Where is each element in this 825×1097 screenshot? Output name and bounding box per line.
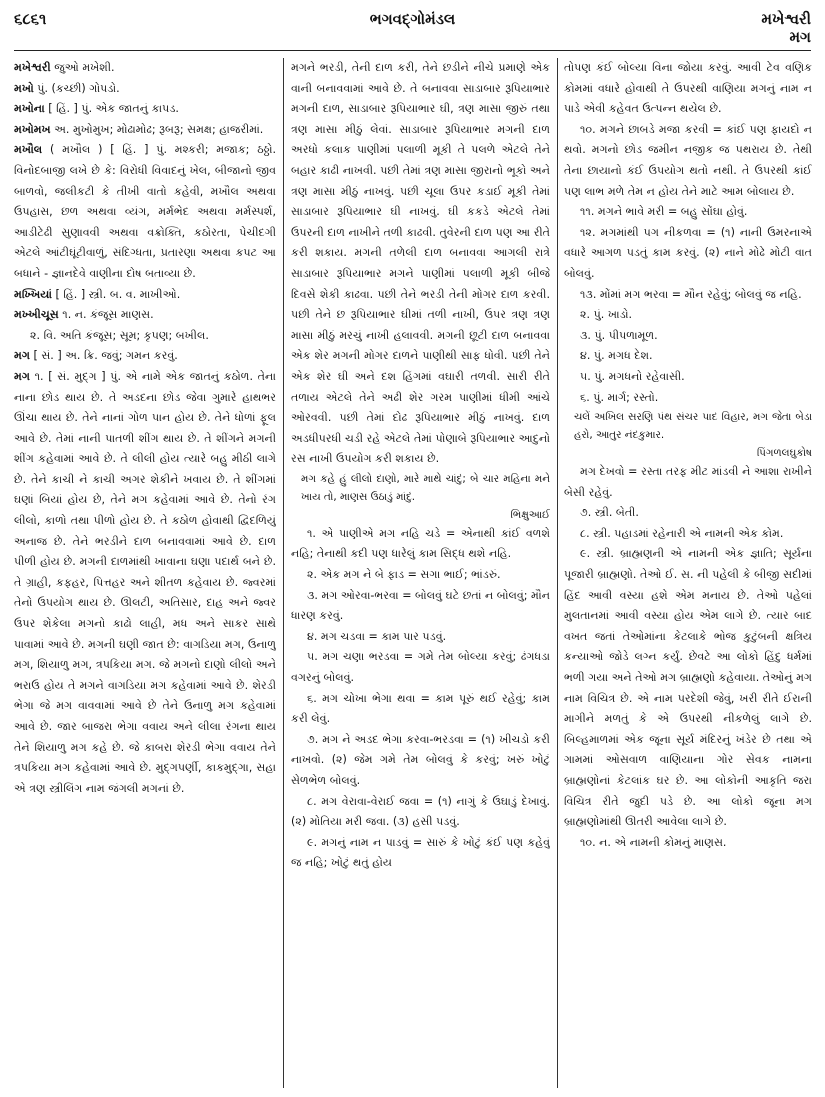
definition-text: ૧૧. મગને ભાવે મરી = બહુ સોંઘા હોવું. [580,205,748,219]
definition-text: ૮. મગ વેરાવા-વેરાઈ જવા = (૧) નાગું કે ઉઘાડું દેખાવું. (૨) મોતિયા મરી જવા. (૩) હસી પડવું. [291,794,550,829]
guide-word-last: મગ [789,28,811,46]
definition-text: ૭. મગ ને અડદ ભેગા કરવા-ભરડવા = (૧) ખીચડો કરી નાખવો. (૨) જેમ ગમે તેમ બોલવું કે કરવું; ખરું ખોટું સેળભેળ બોલવું. [291,732,550,787]
headword: મગ [14,349,30,363]
definition-text: ૯. સ્ત્રી. બ્રાહ્મણની એ નામની એક જ્ઞાતિ; સૂર્યના પૂજારી બ્રાહ્મણો. તેઓ ઈ. સ. ની પહેલી કે બીજી સદીમાં હિંદ આવી વસ્યા હશે એમ મનાય છે. તેઓ પહેલાં મુલતાનમાં આવી વસ્યા હોય એમ લાગે છે. ત્યાર બાદ વખત જતાં તેઓમાંના કેટલાકે ભોજ કુટુંબની ક્ષત્રિય કન્યાઓ જોડે લગ્ન કર્યું. છેવટે આ લોકો હિંદુ ધર્મમાં ભળી ગયા અને તેઓ મગ બ્રાહ્મણો કહેવાયા. તેઓનું મગ નામ વિચિત્ર છે. એ નામ પરદેશી જેવું, ખરી રીતે ઈરાની માગીને મળતું કે એ ઉપરથી નીકળેલું લાગે છે. બિલ્હમાળમાં એક જૂના સૂર્ય મંદિરનું ખંડેર છે તથા એ ગામમાં ઓસવાળ વાણિયાના ગોર સેવક નામના બ્રાહ્મણોનાં કેટલાંક ઘર છે. આ લોકોની આકૃતિ જરા વિચિત્ર રીતે જુદી પડે છે. આ લોકો જૂના મગ બ્રાહ્મણોમાંથી ઊતરી આવેલા લાગે છે. [564,547,812,829]
entry-sense [564,58,812,120]
dictionary-entry [14,99,276,120]
column-divider [557,58,558,1088]
page-number: ૬૮૬૧ [14,10,47,28]
entry-sense [291,833,550,874]
entry-sense [291,58,550,470]
definition-text: પું. (કચ્છી) ગોપડો. [33,81,120,95]
entry-sense [291,586,550,627]
headword: મખોના [14,102,45,116]
definition-text: મગ દેખવો = રસ્તા તરફ મીટ માંડવી ને આશા રાખીને બેસી રહેવું. [564,465,812,499]
definition-text: ૮. સ્ત્રી. પહાડમાં રહેનારી એ નામની એક કોમ. [580,526,784,540]
definition-text: અ. મુખોમુખ; મોઢામોઢ; રૂબરૂ; સમક્ષ; હાજરીમાં. [50,122,264,136]
entry-sense [564,223,812,285]
entry-sense [564,305,812,326]
dictionary-entry [14,120,276,141]
headword: મગ [14,369,30,383]
entry-sense [564,202,812,223]
entry-sense [291,627,550,648]
entry-sense [564,503,812,524]
dictionary-entry [14,285,276,306]
entry-sense [291,730,550,792]
definition-text: ૩. મગ ઓરવા-ભરવા = બોલવું ઘટે છતાં ન બોલવું; મૌન ધારણ કરવું. [291,588,550,623]
column-1 [14,58,276,1088]
definition-text: [ હિં. ] પું. એક જાતનું કાપડ. [44,102,179,116]
page-header [14,8,811,48]
dictionary-entry [14,58,276,79]
entry-sense [564,544,812,832]
definition-text: ૨. એક મગ ને બે ફાડ = સગા ભાઈ; ભાંડરું. [307,568,501,582]
quotation-source: ભિક્ષુઆઈ [510,508,550,521]
definition-text: ૧૩. મોંમાં મગ ભરવા = મૌન રહેવું; બોલવું જ નહિ. [580,287,802,301]
book-title: ભગવદ્ગોમંડલ [369,10,456,28]
headword: મખેશ્વરી [14,61,51,74]
entry-sense [564,833,812,854]
definition-text: ૧. [ સં. મુદ્ગ ] પું. એ નામે એક જાતનું કઠોળ. તેના નાના છોડ થાય છે. તે અડદના છોડ જેવા ગુમારે હાથભર ઊંચા થાય છે. તેને નાનાં ગોળ પાન હોય છે. તેને ધોળાં ફૂલ આવે છે. તેમાં નાની પાતળી શીંગ થાય છે. તે શીંગને મગની શીંગ કહેવામાં આવે છે. તે લીલી હોય ત્યારે બહુ મીઠી લાગે છે. તેને કાચી ને કાચી અગર શેકીને ખવાય છે. તે શીંગમાં ઘણાં બિયાં હોય છે, તેને મગ કહેવામાં આવે છે. તેનો રંગ લીલો, કાળો તથા પીળો હોય છે. તે કઠોળ હોવાથી દ્વિદળિયું અનાજ છે. તેને ભરડીને દાળ બનાવવામાં આવે છે. દાળ પીળી હોય છે. મગની દાળમાંથી ખાવાના ઘણા પદાર્થ બને છે. તે ગ્રાહી, કફહર, પિત્તહર અને શીતળ કહેવાય છે. જ્વરમાં તેનો ઉપયોગ થાય છે. ઊલટી, અતિસાર, દાહ અને જ્વર ઉપર શેકેલા મગનો કાઢો લાહી, મધ અને સાકર સાથે પાવામાં આવે છે. મગની ઘણી જાત છે: વાગડિયા મગ, ઉનાળુ મગ, શિયાળુ મગ, ત્રપકિયા મગ. જે મગનો દાણો લીલો અને ભરાઉ હોય તે મગને વાગડિયા મગ કહેવામાં આવે છે. શેરડી ભેગા જે મગ વાવવામાં આવે છે તેને ઉનાળુ મગ કહેવામાં આવે છે. જાર બાજરા ભેગા વવાય અને લીલા રંગના થાય તેને શિયાળુ મગ કહે છે. જે કાબરા શેરડી ભેગા વવાય તેને ત્રપકિયા મગ કહેવામાં આવે છે. મુદ્ગપર્ણી, કાકમુદ્ગા, સહા એ ત્રણ સ્ત્રીલિંગ નામ જંગલી મગનાં છે. [14,369,276,795]
entry-sense [291,647,550,688]
definition-text: ૪. મગ ચડવા = કામ પાર પડવું. [307,629,447,643]
definition-text: ૧૦. મગને છાબડે મજા કરવી = કાંઈ પણ ફાયદો ન થવો. મગનો છોડ જમીન નજીક જ પથરાય છે. તેથી તેના છાયાનો કંઈ ઉપયોગ થતો નથી. તે ઉપરથી કાંઈ પણ લાભ મળે તેમ ન હોય તેને માટે આમ બોલાય છે. [564,122,812,198]
entry-sense [291,792,550,833]
headword: મખ્ખીચૂસ [14,308,59,322]
dictionary-entry [14,79,276,100]
definition-text: ( મખૌલ ) [ હિં. ] પું. મશ્કરી; મજાક; ઠઠ્ઠો. વિનોદબાજી લખે છે કે: વિરોધી વિવાદનું ખેલ, બીજાનો જીવ બાળવો, જલીકટી કે તીખી વાતો કહેવી, મખૌલ અથવા ઉપહાસ, છળ અથવા વ્યંગ, મર્મભેદ અથવા મર્મસ્પર્શ, આડીટેઢી સુણાવવી અથવા વક્રોક્તિ, કઠોરતા, પેચીદગી એટલે આંટીઘૂંટીવાળું, સંદિગ્ધતા, પ્રતારણા અથવા કપટ આ બધાને - જ્ઞાનદેવે વાણીના દોષ બતાવ્યા છે. [14,143,276,280]
definition-text: મગને ભરડી, તેની દાળ કરી, તેને છડીને નીચે પ્રમાણે એક વાની બનાવવામાં આવે છે. તે બનાવવા સાડાબાર રૂપિયાભાર મગની દાળ, સાડાબાર રૂપિયાભાર ઘી, ત્રણ માસા જીરું તથા ત્રણ માસા મીઠું લેવાં. સાડાબાર રૂપિયાભાર મગની દાળ અરધો કલાક પાણીમાં પલાળી મૂકી તે પલળે એટલે તેને બહાર કાઢી નાખવી. પછી તેમાં ત્રણ માસા જીરાનો ભૂકો અને ત્રણ માસા મીઠું નાખવું. પછી ચૂલા ઉપર કડાઈ મૂકી તેમાં સાડાબાર રૂપિયાભાર ઘી નાખવું. ઘી કકડે એટલે તેમાં ઉપરની દાળ નાખીને તળી કાઢવી. તુવેરની દાળ પણ આ રીતે કરી શકાય. મગની તળેલી દાળ બનાવવા આગલી રાત્રે સાડાબાર રૂપિયાભાર મગને પાણીમાં પલાળી મૂકી બીજે દિવસે શેકી કાઢવા. પછી તેને ભરડી તેની મોગર દાળ કરવી. પછી તેને છ રૂપિયાભાર ઘીમાં તળી નાખી, ઉપર ત્રણ ત્રણ માસા મીઠું મરચું નાખી હલાવવી. મગની છૂટી દાળ બનાવવા એક શેર મગની મોગર દાળને પાણીથી સાફ ધોવી. પછી તેને એક શેર ઘી અને દશ હિંગમાં વઘારી તળવી. સારી રીતે તળાય એટલે તેને અઢી શેર ગરમ પાણીમાં ધીમી આંચે ઓરવવી. પછી તેમાં દોઢ રૂપિયાભાર મીઠું નાખવું. દાળ અડધીપરધી ચડી રહે એટલે તેમાં પોણાબે રૂપિયાભાર આદુનો રસ નાખી ઉપયોગ કરી શકાય છે. [291,61,550,466]
entry-sense [564,285,812,306]
entry-sense [291,524,550,565]
column-3 [564,58,812,1088]
guide-words [761,10,811,46]
definition-text: ૬. પું. માર્ગ; રસ્તો. [580,390,659,404]
quotation: ચલેં અખિલ સરણિ પંથ સંચર પાદ વિહાર, મગ જેતા બેડા હરો, આતુર નંદકુમાર. [574,411,812,442]
definition-text: ૫. મગ ચણા ભરડવા = ગમે તેમ બોલ્યા કરવું; ઢંગધડા વગરનું બોલવું. [291,650,550,685]
quotation-source: પિંગળલઘુકોષ [756,447,812,460]
entry-sense [564,388,812,409]
entry-sense [14,326,276,347]
headword: મખ્ખિયાં [14,287,52,301]
definition-text: ૭. સ્ત્રી. બેતી. [580,506,639,520]
dictionary-entry [14,346,276,367]
definition-text: [ સં. ] અ. ક્રિ. જવું; ગમન કરવું. [29,349,178,363]
definition-text: ૨. વિ. અતિ કંજૂસ; સૂમ; કૃપણ; બખીલ. [30,328,209,342]
column-2 [291,58,550,1088]
definition-text: ૪. પું. મગધ દેશ. [580,349,653,363]
dictionary-entry [14,305,276,326]
definition-text: ૫. પું. મગધનો રહેવાસી. [580,369,685,383]
definition-text: ૩. પું. પીપળામૂળ. [580,328,658,342]
definition-text: ૧. એ પાણીએ મગ નહિ ચડે = એનાથી કાંઈ વળશે નહિ; તેનાથી કદી પણ ધારેલું કામ સિદ્ધ થશે નહિ. [291,526,550,561]
entry-sense [564,462,812,503]
column-divider [283,58,284,1088]
entry-sense [564,367,812,388]
definition-text: ૯. મગનું નામ ન પાડવું = સારું કે ખોટું કંઈ પણ કહેવું જ નહિ; ખોટું થતું હોય [291,835,550,870]
entry-sense [564,326,812,347]
entry-sense [291,689,550,730]
header-rule [14,50,811,51]
definition-text: જુઓ મખેશી. [50,61,115,74]
headword: મખો [14,81,34,95]
quotation: મગ કહે હું લીલો દાણો, મારે માથે ચાંદું; બે ચાર મહિના મને ખાય તો, માણસ ઉઠાડું માંદું. [301,472,550,503]
definition-text: ૧. ન. કંજૂસ માણસ. [58,308,154,322]
entry-sense [291,565,550,586]
guide-word-first: મખેશ્વરી [761,10,811,28]
definition-text: ૬. મગ ચોખા ભેગા થવા = કામ પૂરું થઈ રહેવું; કામ કરી લેવું. [291,691,550,726]
headword: મખોમખ [14,122,51,136]
headword: મખૌલ [14,143,43,157]
dictionary-entry [14,140,276,284]
entry-sense [564,524,812,545]
definition-text: તોપણ કંઈ બોલ્યા વિના જોયા કરવું. આવી ટેવ વણિક કોમમાં વધારે હોવાથી તે ઉપરથી વાણિયા મગનું નામ ન પાડે એવી કહેવત ઉત્પન્ન થયેલ છે. [564,61,812,116]
definition-text: ૨. પું. ખાડો. [580,308,633,322]
entry-sense [564,346,812,367]
definition-text: [ હિં. ] સ્ત્રી. બ. વ. માખીઓ. [52,287,181,301]
entry-sense [564,120,812,202]
dictionary-entry [14,367,276,799]
definition-text: ૧૦. ન. એ નામની કોમનું માણસ. [580,835,727,849]
definition-text: ૧૨. મગમાંથી પગ નીકળવા = (૧) નાની ઉમરનાએ વધારે આગળ પડતું કામ કરવું. (૨) નાને મોઢે મોટી વાત બોલવું. [564,225,812,280]
